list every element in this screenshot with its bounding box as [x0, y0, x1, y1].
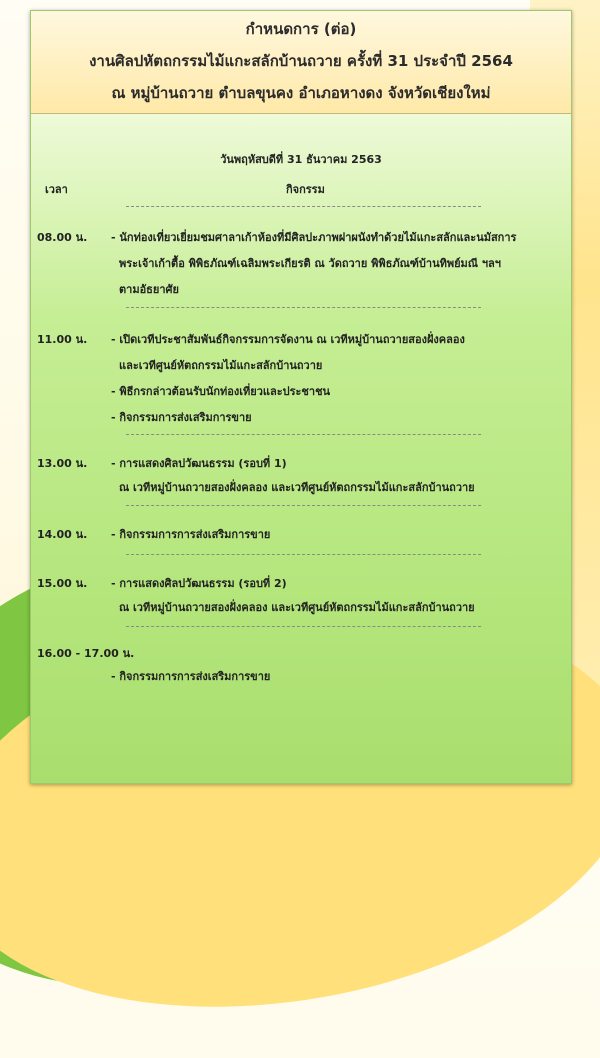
divider — [126, 505, 481, 506]
divider — [126, 626, 481, 627]
header-event-name: งานศิลปหัตถกรรมไม้แกะสลักบ้านถวาย ครั้งที่ 31 ประจำปี 2564 — [89, 52, 513, 70]
time-label: 08.00 น. — [37, 231, 88, 244]
divider — [126, 307, 481, 308]
time-label: 14.00 น. — [37, 528, 88, 541]
activity-line: ตามอัธยาศัย — [119, 283, 179, 296]
activity-line: - เปิดเวทีประชาสัมพันธ์กิจกรรมการจัดงาน ณ เวทีหมู่บ้านถวายสองฝั่งคลอง — [111, 333, 465, 346]
divider — [126, 434, 481, 435]
time-label: 15.00 น. — [37, 577, 88, 590]
activity-line: และเวทีศูนย์หัตถกรรมไม้แกะสลักบ้านถวาย — [119, 359, 323, 372]
schedule-body — [31, 114, 571, 783]
activity-line: - กิจกรรมการการส่งเสริมการขาย — [111, 528, 271, 541]
schedule-date: วันพฤหัสบดีที่ 31 ธันวาคม 2563 — [220, 153, 382, 166]
schedule-document — [30, 10, 572, 784]
column-header-time: เวลา — [45, 183, 68, 196]
header-title: กำหนดการ (ต่อ) — [245, 20, 357, 38]
divider — [126, 554, 481, 555]
column-header-activity: กิจกรรม — [286, 183, 325, 196]
activity-line: - นักท่องเที่ยวเยี่ยมชมศาลาเก้าห้องที่มีศิลปะภาพฝาผนังทำด้วยไม้แกะสลักและนมัสการ — [111, 231, 517, 244]
time-label: 11.00 น. — [37, 333, 88, 346]
activity-line: - กิจกรรมการส่งเสริมการขาย — [111, 411, 252, 424]
activity-line: - กิจกรรมการการส่งเสริมการขาย — [111, 670, 271, 683]
activity-line: ณ เวทีหมู่บ้านถวายสองฝั่งคลอง และเวทีศูนย์หัตถกรรมไม้แกะสลักบ้านถวาย — [119, 481, 475, 494]
header-location: ณ หมู่บ้านถวาย ตำบลขุนคง อำเภอหางดง จังหวัดเชียงใหม่ — [111, 84, 491, 102]
activity-line: - การแสดงศิลปวัฒนธรรม (รอบที่ 2) — [111, 577, 287, 590]
activity-line: - การแสดงศิลปวัฒนธรรม (รอบที่ 1) — [111, 457, 287, 470]
document-header — [31, 11, 571, 114]
activity-line: พระเจ้าเก้าตื้อ พิพิธภัณฑ์เฉลิมพระเกียรติ ณ วัดถวาย พิพิธภัณฑ์บ้านทิพย์มณี ฯลฯ — [119, 257, 501, 270]
activity-line: ณ เวทีหมู่บ้านถวายสองฝั่งคลอง และเวทีศูนย์หัตถกรรมไม้แกะสลักบ้านถวาย — [119, 601, 475, 614]
divider — [126, 206, 481, 207]
time-label: 13.00 น. — [37, 457, 88, 470]
activity-line: - พิธีกรกล่าวต้อนรับนักท่องเที่ยวและประชาชน — [111, 385, 331, 398]
time-label: 16.00 - 17.00 น. — [37, 647, 135, 660]
